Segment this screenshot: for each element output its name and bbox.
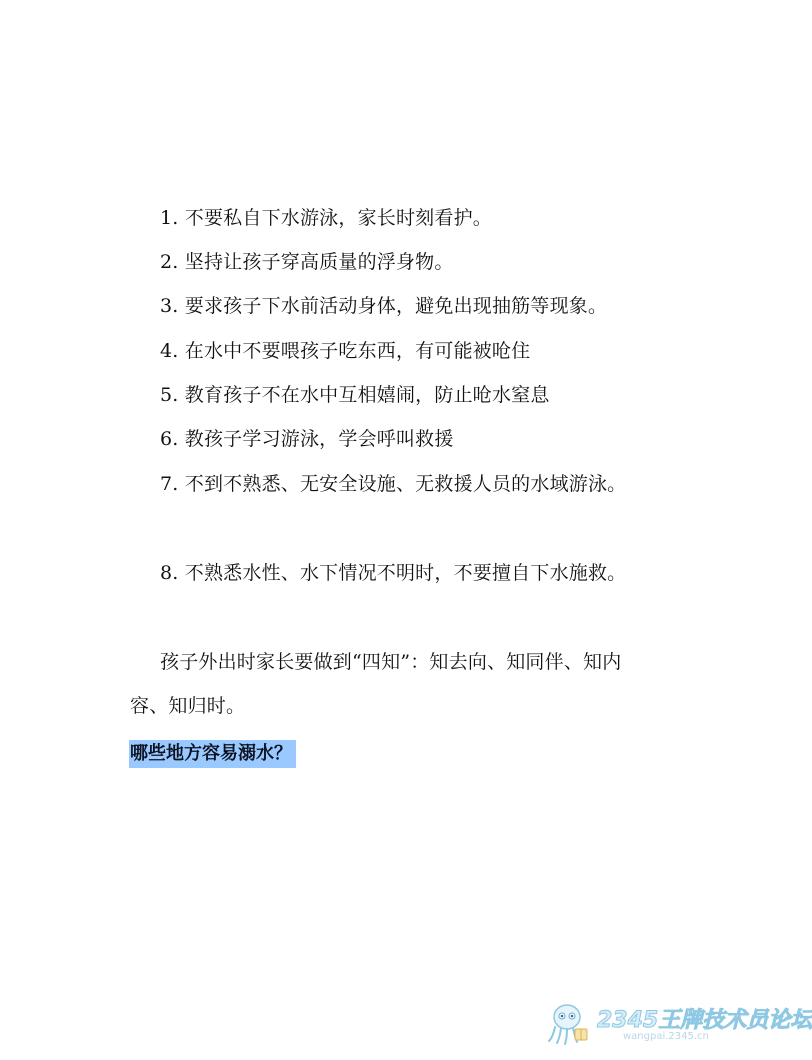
watermark-brand: 2345王牌技术员论坛 [597,1008,812,1033]
four-knows-paragraph: 孩子外出时家长要做到“四知”：知去向、知同伴、知内容、知归时。 [130,651,622,717]
list-item-6: 6. 教孩子学习游泳，学会呼叫救援 [160,428,454,450]
list-item-3: 3. 要求孩子下水前活动身体，避免出现抽筋等现象。 [160,295,608,317]
watermark-url: wangpai.2345.cn [623,1031,709,1042]
list-item-8: 8. 不熟悉水性、水下情况不明时，不要擅自下水施救。 [160,562,627,584]
list-item-1: 1. 不要私自下水游泳，家长时刻看护。 [160,207,492,229]
list-item-2: 2. 坚持让孩子穿高质量的浮身物。 [160,251,454,273]
site-watermark [545,997,812,1052]
octopus-mascot-icon [545,999,593,1047]
section-heading: 哪些地方容易溺水？ [129,740,296,768]
list-item-7: 7. 不到不熟悉、无安全设施、无救援人员的水域游泳。 [160,473,627,495]
list-item-4: 4. 在水中不要喂孩子吃东西，有可能被呛住 [160,340,531,362]
list-item-5: 5. 教育孩子不在水中互相嬉闹，防止呛水窒息 [160,384,550,406]
